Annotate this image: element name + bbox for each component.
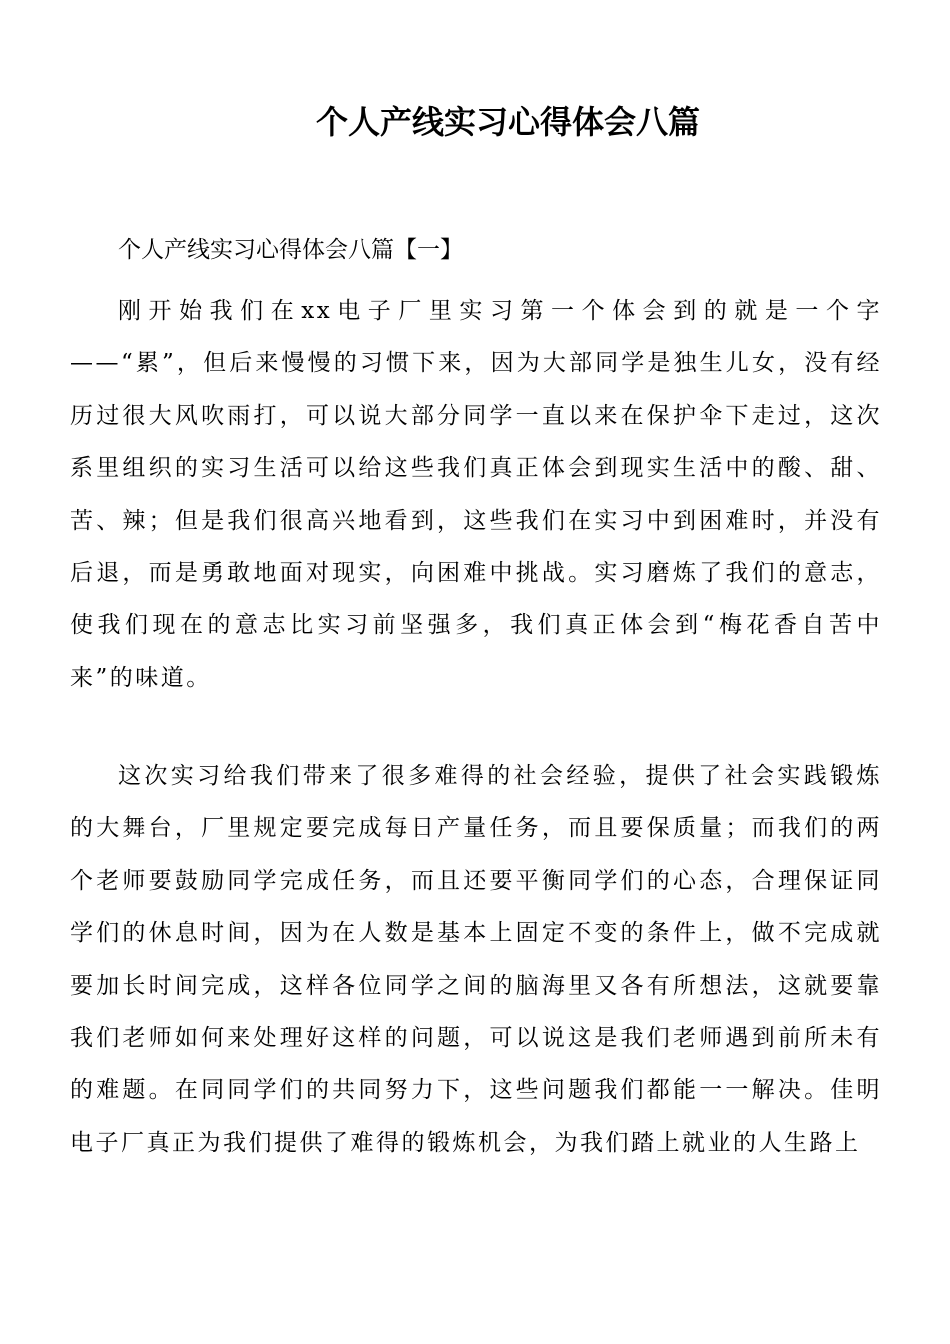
section-heading: 个人产线实习心得体会八篇【一】 — [118, 237, 463, 263]
paragraph: 刚开始我们在xx电子厂里实习第一个体会到的就是一个字——“累”，但后来慢慢的习惯下来，因为大部同学是独生儿女，没有经历过很大风吹雨打，可以说大部分同学一直以来在保护伞下走过，这次系里组织的实习生活可以给这些我们真正体会到现实生活中的酸、甜、苦、辣；但是我们很高兴地看到，这些我们在实习中到困难时，并没有后退，而是勇敢地面对现实，向困难中挑战。实习磨炼了我们的意志，使我们现在的意志比实习前坚强多，我们真正体会到“梅花香自苦中来”的味道。 — [70, 298, 882, 691]
document-title: 个人产线实习心得体会八篇 — [315, 103, 700, 141]
paragraph: 这次实习给我们带来了很多难得的社会经验，提供了社会实践锻炼的大舞台，厂里规定要完成每日产量任务，而且要保质量；而我们的两个老师要鼓励同学完成任务，而且还要平衡同学们的心态，合理保证同学们的休息时间，因为在人数是基本上固定不变的条件上，做不完成就要加长时间完成，这样各位同学之间的脑海里又各有所想法，这就要靠我们老师如何来处理好这样的问题，可以说这是我们老师遇到前所未有的难题。在同同学们的共同努力下，这些问题我们都能一一解决。佳明电子厂真正为我们提供了难得的锻炼机会，为我们踏上就业的人生路上 — [70, 763, 882, 1156]
